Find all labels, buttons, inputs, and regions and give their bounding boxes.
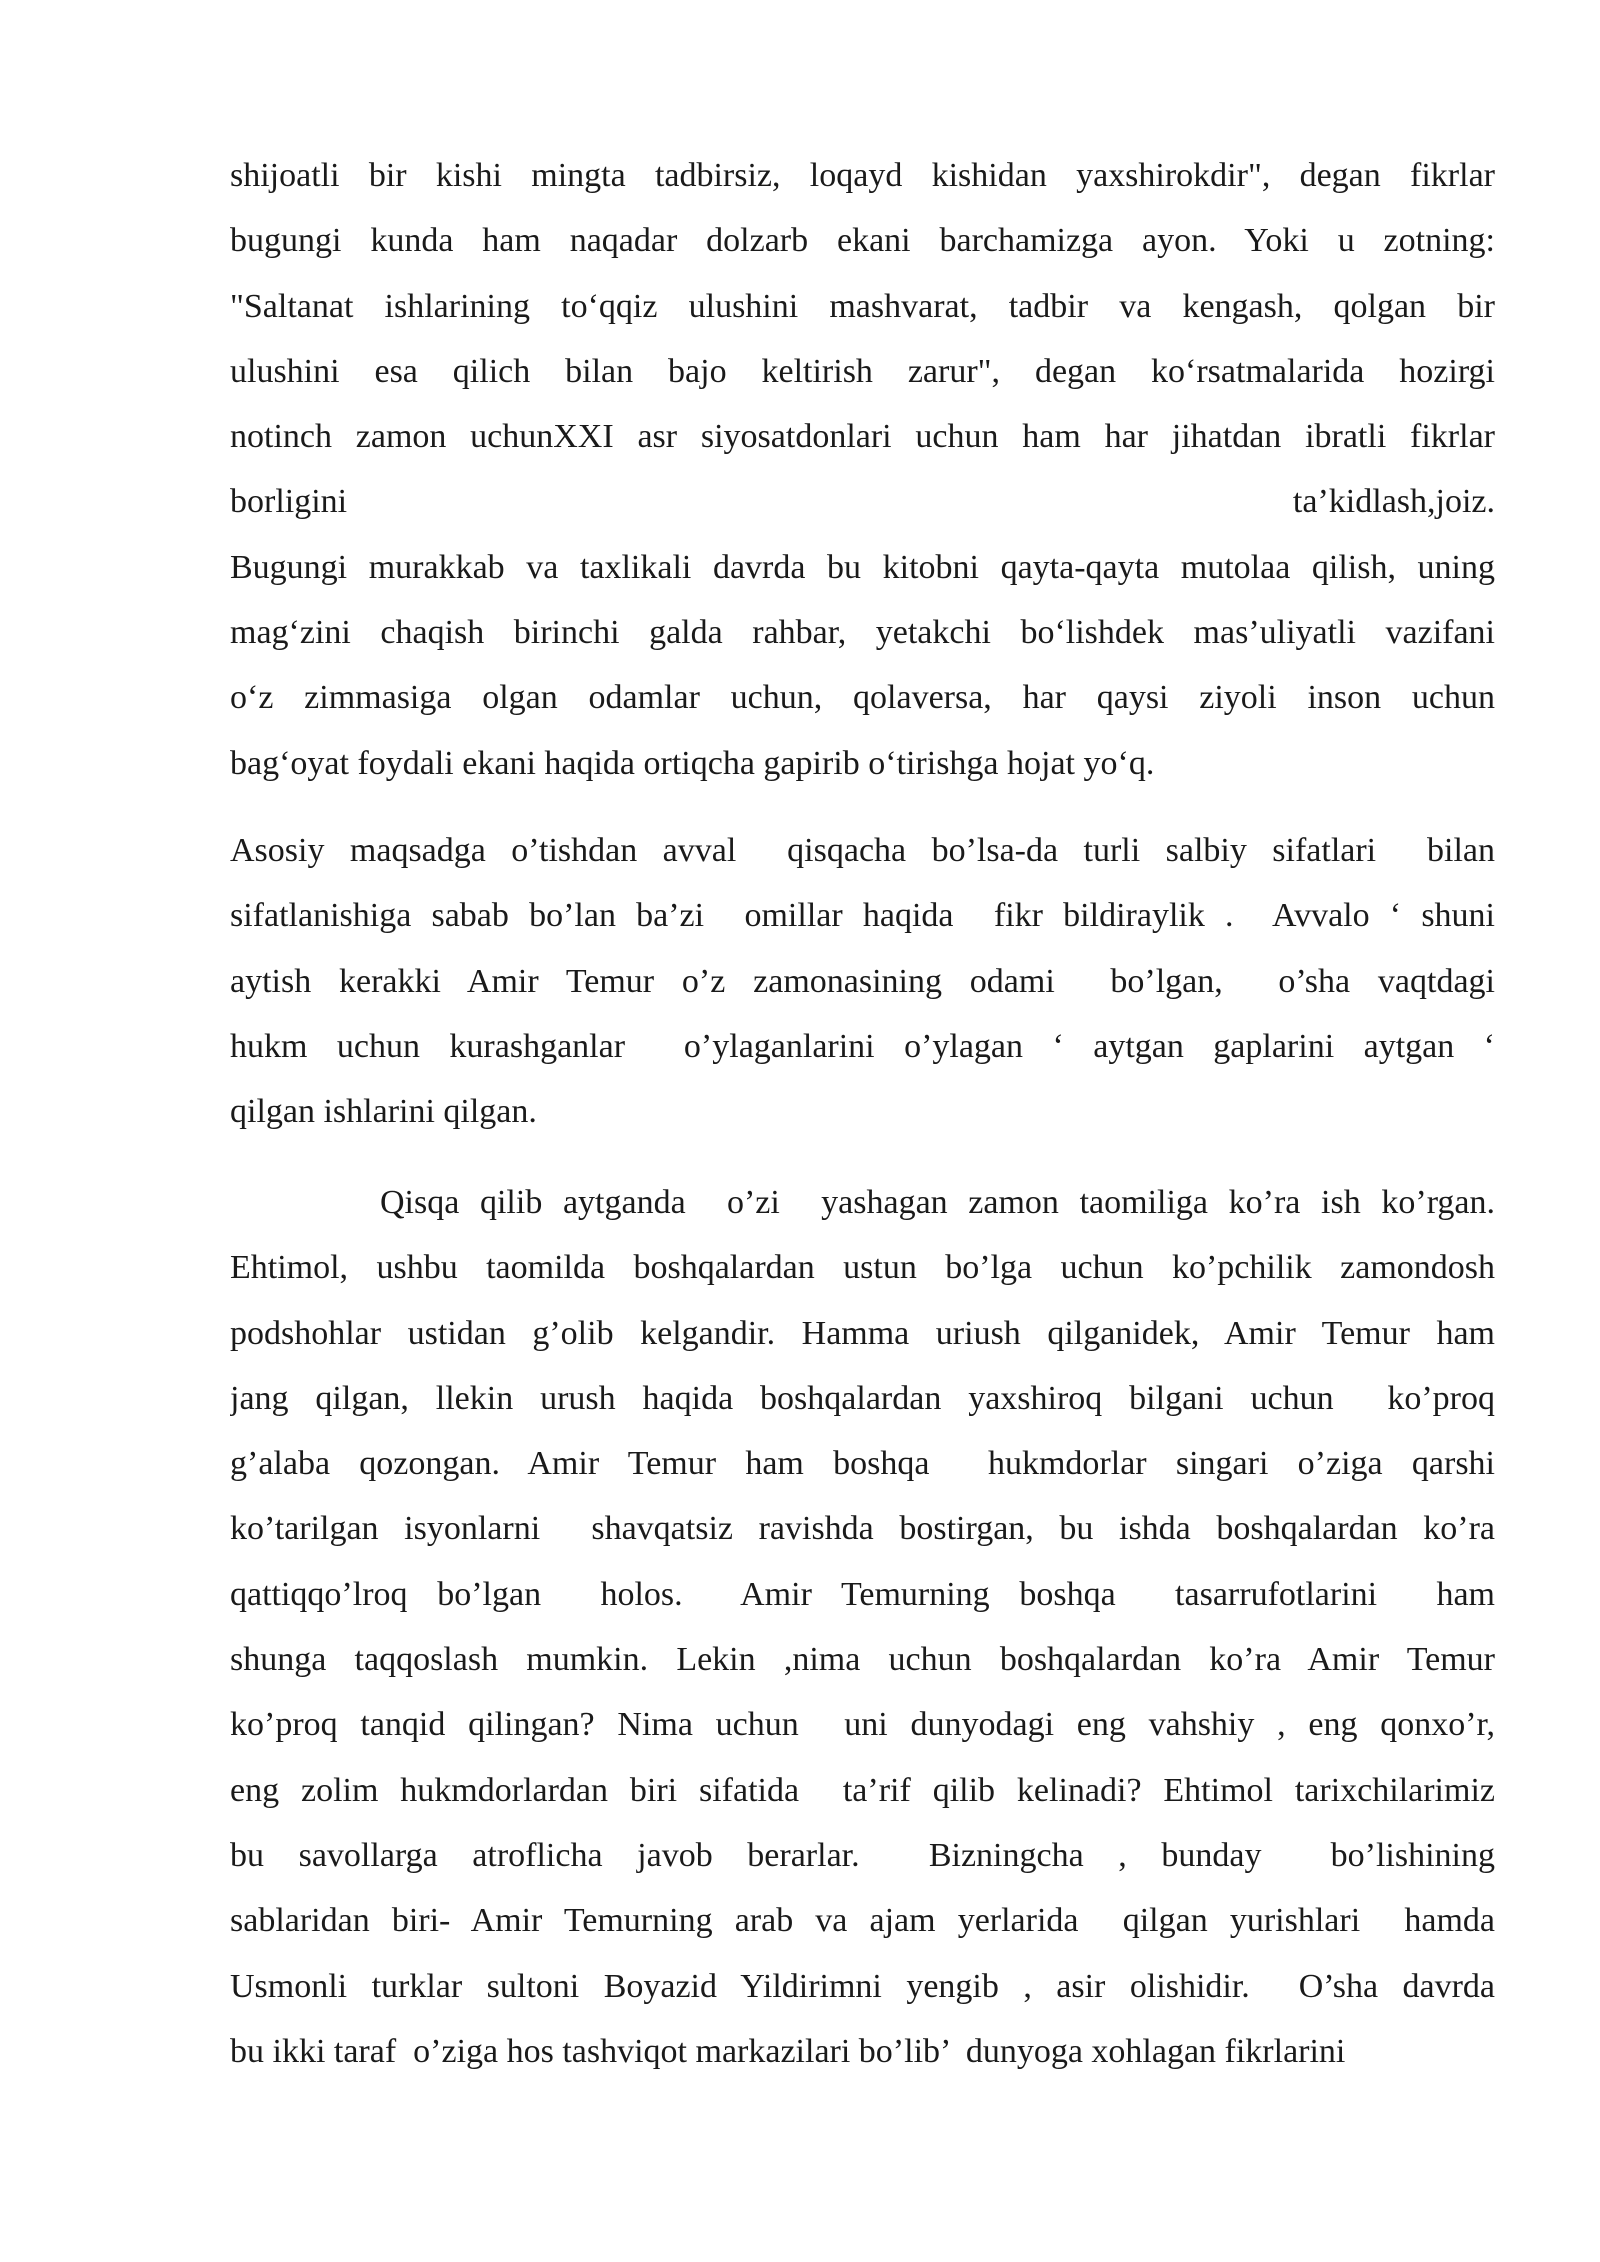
text-line: shunga taqqoslash mumkin. Lekin ,nima uchun boshqalardan ko’ra Amir Temur — [230, 1641, 1495, 1679]
text-line: Qisqa qilib aytganda o’zi yashagan zamon taomiliga ko’ra ish ko’rgan. — [380, 1184, 1495, 1221]
text-line: Asosiy maqsadga o’tishdan avval qisqacha bo’lsa-da turli salbiy sifatlari bilan — [230, 832, 1495, 869]
text-line: sablaridan biri- Amir Temurning arab va ajam yerlarida qilgan yurishlari hamda — [230, 1902, 1495, 1940]
text-line: ulushini esa qilich bilan bajo keltirish zarur", degan ko‘rsatmalarida hozirgi — [230, 352, 1495, 390]
text-line: Usmonli turklar sultoni Boyazid Yildirimni yengib , asir olishidir. O’sha davrda — [230, 1967, 1495, 2005]
text-line: ko’tarilgan isyonlarni shavqatsiz ravishda bostirgan, bu ishda boshqalardan ko’ra — [230, 1510, 1495, 1548]
text-line: shijoatli bir kishi mingta tadbirsiz, loqayd kishidan yaxshirokdir", degan fikrlar — [230, 157, 1495, 194]
text-line: bu ikki taraf o’ziga hos tashviqot markazilari bo’lib’ dunyoga xohlagan fikrlarini — [230, 2032, 1346, 2070]
text-line: ko’proq tanqid qilingan? Nima uchun uni dunyodagi eng vahshiy , eng qonxo’r, — [230, 1706, 1495, 1744]
paragraph-2 — [230, 818, 1495, 1144]
text-line: bu savollarga atroflicha javob berarlar. Bizningcha , bunday bo’lishining — [230, 1836, 1495, 1874]
paragraph-1 — [230, 143, 1495, 796]
text-line: qilgan ishlarini qilgan. — [230, 1093, 537, 1131]
text-line: Ehtimol, ushbu taomilda boshqalardan ustun bo’lga uchun ko’pchilik zamondosh — [230, 1249, 1495, 1287]
text-line: sifatlanishiga sabab bo’lan ba’zi omillar haqida fikr bildiraylik . Avvalo ‘ shuni — [230, 897, 1495, 935]
text-line: Bugungi murakkab va taxlikali davrda bu kitobni qayta-qayta mutolaa qilish, uning — [230, 548, 1495, 586]
paragraph-3 — [230, 1170, 1495, 2084]
text-line: o‘z zimmasiga olgan odamlar uchun, qolaversa, har qaysi ziyoli inson uchun — [230, 679, 1495, 717]
text-line: mag‘zini chaqish birinchi galda rahbar, yetakchi bo‘lishdek mas’uliyatli vazifani — [230, 614, 1495, 652]
text-line: jang qilgan, llekin urush haqida boshqalardan yaxshiroq bilgani uchun ko’proq — [230, 1379, 1495, 1417]
text-line: podshohlar ustidan g’olib kelgandir. Hamma uriush qilganidek, Amir Temur ham — [230, 1314, 1495, 1352]
text-line: qattiqqo’lroq bo’lgan holos. Amir Temurning boshqa tasarrufotlarini ham — [230, 1575, 1495, 1613]
text-line: "Saltanat ishlarining to‘qqiz ulushini mashvarat, tadbir va kengash, qolgan bir — [230, 287, 1495, 325]
text-line: bugungi kunda ham naqadar dolzarb ekani barchamizga ayon. Yoki u zotning: — [230, 222, 1495, 260]
text-line: hukm uchun kurashganlar o’ylaganlarini o’ylagan ‘ aytgan gaplarini aytgan ‘ — [230, 1027, 1495, 1065]
text-line: g’alaba qozongan. Amir Temur ham boshqa hukmdorlar singari o’ziga qarshi — [230, 1445, 1495, 1483]
text-line: borligini ta’kidlash,joiz. — [230, 483, 1495, 521]
text-line: eng zolim hukmdorlardan biri sifatida ta’rif qilib kelinadi? Ehtimol tarixchilarimiz — [230, 1771, 1495, 1809]
text-line: bag‘oyat foydali ekani haqida ortiqcha gapirib o‘tirishga hojat yo‘q. — [230, 744, 1155, 782]
text-line: aytish kerakki Amir Temur o’z zamonasining odami bo’lgan, o’sha vaqtdagi — [230, 962, 1495, 1000]
text-line: notinch zamon uchunXXI asr siyosatdonlari uchun ham har jihatdan ibratli fikrlar — [230, 418, 1495, 456]
